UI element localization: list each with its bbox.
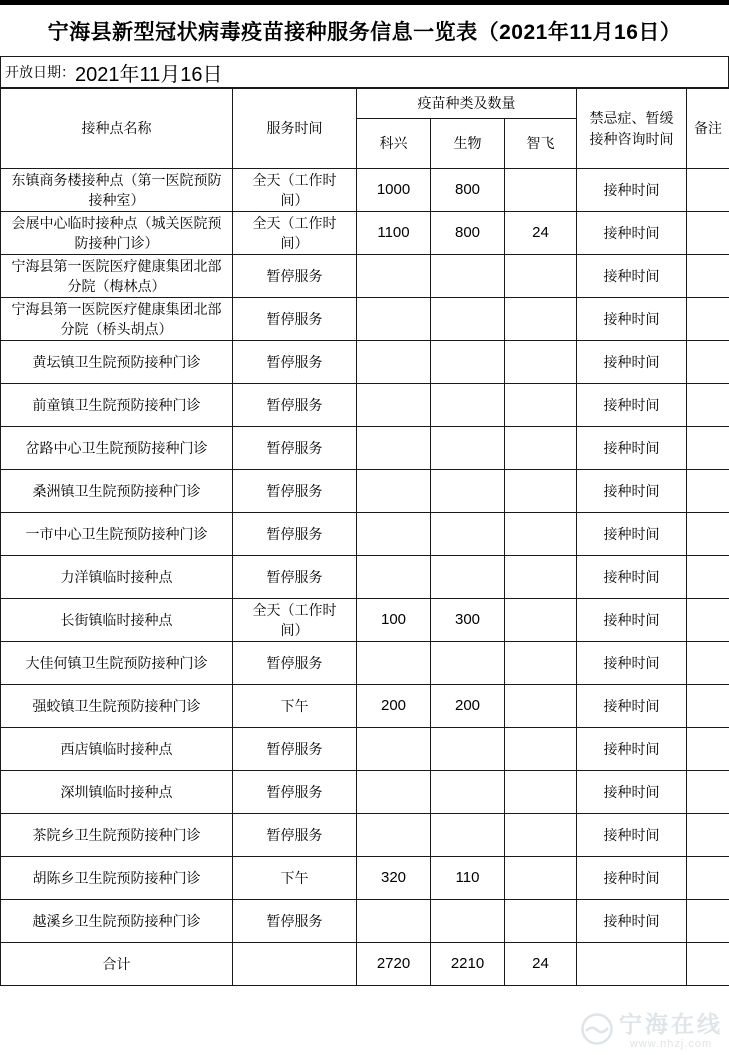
cell-kexing: 100	[357, 599, 431, 642]
cell-kexing: 200	[357, 685, 431, 728]
cell-remark	[687, 685, 729, 728]
cell-consult-time: 接种时间	[577, 599, 687, 642]
table-row	[1, 212, 729, 255]
cell-shengwu	[431, 642, 505, 685]
cell-zhifei	[505, 642, 577, 685]
open-date-row	[0, 57, 729, 88]
cell-service-time: 暂停服务	[233, 814, 357, 857]
cell-remark	[687, 943, 729, 986]
cell-shengwu	[431, 427, 505, 470]
cell-consult-time: 接种时间	[577, 814, 687, 857]
open-date-label: 开放日期：	[5, 64, 75, 80]
cell-consult-time: 接种时间	[577, 427, 687, 470]
table-row	[1, 771, 729, 814]
cell-service-time: 暂停服务	[233, 556, 357, 599]
cell-remark	[687, 556, 729, 599]
cell-shengwu: 800	[431, 212, 505, 255]
cell-site-name: 西店镇临时接种点	[1, 728, 233, 771]
cell-zhifei	[505, 298, 577, 341]
cell-site-name: 会展中心临时接种点（城关医院预防接种门诊）	[1, 212, 233, 255]
cell-shengwu	[431, 255, 505, 298]
cell-service-time: 下午	[233, 857, 357, 900]
cell-site-name: 宁海县第一医院医疗健康集团北部分院（桥头胡点）	[1, 298, 233, 341]
cell-shengwu	[431, 384, 505, 427]
cell-remark	[687, 857, 729, 900]
cell-zhifei	[505, 513, 577, 556]
cell-consult-time: 接种时间	[577, 857, 687, 900]
cell-shengwu	[431, 341, 505, 384]
cell-kexing	[357, 341, 431, 384]
cell-zhifei	[505, 599, 577, 642]
cell-kexing	[357, 900, 431, 943]
cell-consult-time: 接种时间	[577, 728, 687, 771]
cell-remark	[687, 771, 729, 814]
cell-consult-time: 接种时间	[577, 212, 687, 255]
cell-consult-time: 接种时间	[577, 470, 687, 513]
cell-kexing	[357, 427, 431, 470]
cell-shengwu: 800	[431, 169, 505, 212]
cell-site-name: 越溪乡卫生院预防接种门诊	[1, 900, 233, 943]
cell-shengwu	[431, 513, 505, 556]
cell-service-time: 暂停服务	[233, 513, 357, 556]
table-row	[1, 513, 729, 556]
cell-zhifei	[505, 900, 577, 943]
cell-remark	[687, 255, 729, 298]
cell-service-time: 全天（工作时间）	[233, 599, 357, 642]
cell-zhifei	[505, 728, 577, 771]
cell-site-name: 深圳镇临时接种点	[1, 771, 233, 814]
cell-remark	[687, 814, 729, 857]
cell-kexing	[357, 384, 431, 427]
cell-consult-time: 接种时间	[577, 685, 687, 728]
cell-kexing	[357, 255, 431, 298]
cell-kexing	[357, 513, 431, 556]
cell-service-time: 下午	[233, 685, 357, 728]
cell-site-name: 黄坛镇卫生院预防接种门诊	[1, 341, 233, 384]
cell-kexing: 320	[357, 857, 431, 900]
cell-remark	[687, 513, 729, 556]
cell-kexing	[357, 642, 431, 685]
table-row	[1, 255, 729, 298]
cell-service-time: 暂停服务	[233, 642, 357, 685]
cell-zhifei	[505, 556, 577, 599]
watermark-site-name: 宁海在线	[619, 1011, 723, 1037]
watermark-url: www.nhzj.com	[629, 1038, 713, 1050]
cell-consult-time: 接种时间	[577, 341, 687, 384]
header-remark: 备注	[687, 89, 729, 169]
cell-service-time: 暂停服务	[233, 341, 357, 384]
header-site-name: 接种点名称	[1, 89, 233, 169]
cell-remark	[687, 212, 729, 255]
cell-shengwu: 110	[431, 857, 505, 900]
cell-zhifei: 24	[505, 212, 577, 255]
cell-kexing	[357, 728, 431, 771]
cell-shengwu	[431, 900, 505, 943]
table-row	[1, 427, 729, 470]
cell-remark	[687, 599, 729, 642]
cell-site-name: 东镇商务楼接种点（第一医院预防接种室）	[1, 169, 233, 212]
cell-remark	[687, 298, 729, 341]
cell-site-name: 长街镇临时接种点	[1, 599, 233, 642]
cell-consult-time: 接种时间	[577, 771, 687, 814]
cell-site-name: 宁海县第一医院医疗健康集团北部分院（梅林点）	[1, 255, 233, 298]
cell-zhifei	[505, 814, 577, 857]
cell-kexing	[357, 470, 431, 513]
ninghai-online-logo-icon	[580, 1012, 614, 1051]
table-row	[1, 685, 729, 728]
header-kexing: 科兴	[357, 119, 431, 169]
header-consult-time: 禁忌症、暂缓接种咨询时间	[577, 89, 687, 169]
cell-zhifei	[505, 470, 577, 513]
cell-shengwu	[431, 728, 505, 771]
table-row	[1, 384, 729, 427]
cell-zhifei: 24	[505, 943, 577, 986]
vaccine-service-table	[0, 88, 729, 986]
cell-consult-time: 接种时间	[577, 513, 687, 556]
cell-service-time: 暂停服务	[233, 255, 357, 298]
cell-kexing: 1000	[357, 169, 431, 212]
cell-service-time	[233, 943, 357, 986]
cell-consult-time: 接种时间	[577, 255, 687, 298]
header-shengwu: 生物	[431, 119, 505, 169]
cell-remark	[687, 728, 729, 771]
cell-shengwu	[431, 814, 505, 857]
cell-shengwu	[431, 771, 505, 814]
cell-shengwu: 200	[431, 685, 505, 728]
cell-kexing	[357, 556, 431, 599]
cell-kexing	[357, 771, 431, 814]
table-row	[1, 599, 729, 642]
cell-consult-time: 接种时间	[577, 298, 687, 341]
cell-remark	[687, 169, 729, 212]
table-row	[1, 728, 729, 771]
cell-zhifei	[505, 771, 577, 814]
table-row	[1, 298, 729, 341]
cell-service-time: 暂停服务	[233, 728, 357, 771]
table-row	[1, 857, 729, 900]
table-body	[1, 169, 729, 986]
header-vaccine-group: 疫苗种类及数量	[357, 89, 577, 119]
table-row	[1, 642, 729, 685]
cell-consult-time	[577, 943, 687, 986]
table-row	[1, 341, 729, 384]
cell-site-name: 茶院乡卫生院预防接种门诊	[1, 814, 233, 857]
cell-shengwu	[431, 298, 505, 341]
cell-site-name: 大佳何镇卫生院预防接种门诊	[1, 642, 233, 685]
cell-remark	[687, 900, 729, 943]
cell-service-time: 暂停服务	[233, 427, 357, 470]
cell-service-time: 全天（工作时间）	[233, 212, 357, 255]
header-zhifei: 智飞	[505, 119, 577, 169]
header-service-time: 服务时间	[233, 89, 357, 169]
cell-zhifei	[505, 169, 577, 212]
cell-site-name: 岔路中心卫生院预防接种门诊	[1, 427, 233, 470]
cell-shengwu	[431, 556, 505, 599]
cell-remark	[687, 470, 729, 513]
cell-service-time: 暂停服务	[233, 771, 357, 814]
table-row	[1, 814, 729, 857]
cell-zhifei	[505, 341, 577, 384]
open-date-value: 2021年11月16日	[75, 63, 223, 86]
cell-site-name: 一市中心卫生院预防接种门诊	[1, 513, 233, 556]
cell-kexing	[357, 298, 431, 341]
cell-service-time: 暂停服务	[233, 900, 357, 943]
cell-kexing: 1100	[357, 212, 431, 255]
cell-zhifei	[505, 685, 577, 728]
cell-site-name: 合计	[1, 943, 233, 986]
cell-consult-time: 接种时间	[577, 169, 687, 212]
cell-zhifei	[505, 427, 577, 470]
page-title: 宁海县新型冠状病毒疫苗接种服务信息一览表（2021年11月16日）	[47, 20, 682, 44]
cell-kexing: 2720	[357, 943, 431, 986]
cell-consult-time: 接种时间	[577, 556, 687, 599]
cell-site-name: 强蛟镇卫生院预防接种门诊	[1, 685, 233, 728]
cell-zhifei	[505, 857, 577, 900]
cell-consult-time: 接种时间	[577, 900, 687, 943]
total-row	[1, 943, 729, 986]
cell-remark	[687, 384, 729, 427]
cell-consult-time: 接种时间	[577, 384, 687, 427]
cell-zhifei	[505, 384, 577, 427]
cell-zhifei	[505, 255, 577, 298]
table-row	[1, 900, 729, 943]
watermark	[580, 1012, 723, 1051]
cell-remark	[687, 642, 729, 685]
cell-site-name: 前童镇卫生院预防接种门诊	[1, 384, 233, 427]
cell-site-name: 力洋镇临时接种点	[1, 556, 233, 599]
cell-service-time: 暂停服务	[233, 470, 357, 513]
cell-service-time: 暂停服务	[233, 298, 357, 341]
cell-kexing	[357, 814, 431, 857]
cell-shengwu	[431, 470, 505, 513]
cell-shengwu: 2210	[431, 943, 505, 986]
cell-site-name: 桑洲镇卫生院预防接种门诊	[1, 470, 233, 513]
cell-site-name: 胡陈乡卫生院预防接种门诊	[1, 857, 233, 900]
cell-consult-time: 接种时间	[577, 642, 687, 685]
table-header	[1, 89, 729, 169]
table-row	[1, 556, 729, 599]
cell-service-time: 暂停服务	[233, 384, 357, 427]
cell-remark	[687, 427, 729, 470]
cell-shengwu: 300	[431, 599, 505, 642]
table-row	[1, 169, 729, 212]
cell-remark	[687, 341, 729, 384]
cell-service-time: 全天（工作时间）	[233, 169, 357, 212]
title-row	[0, 5, 729, 57]
table-row	[1, 470, 729, 513]
